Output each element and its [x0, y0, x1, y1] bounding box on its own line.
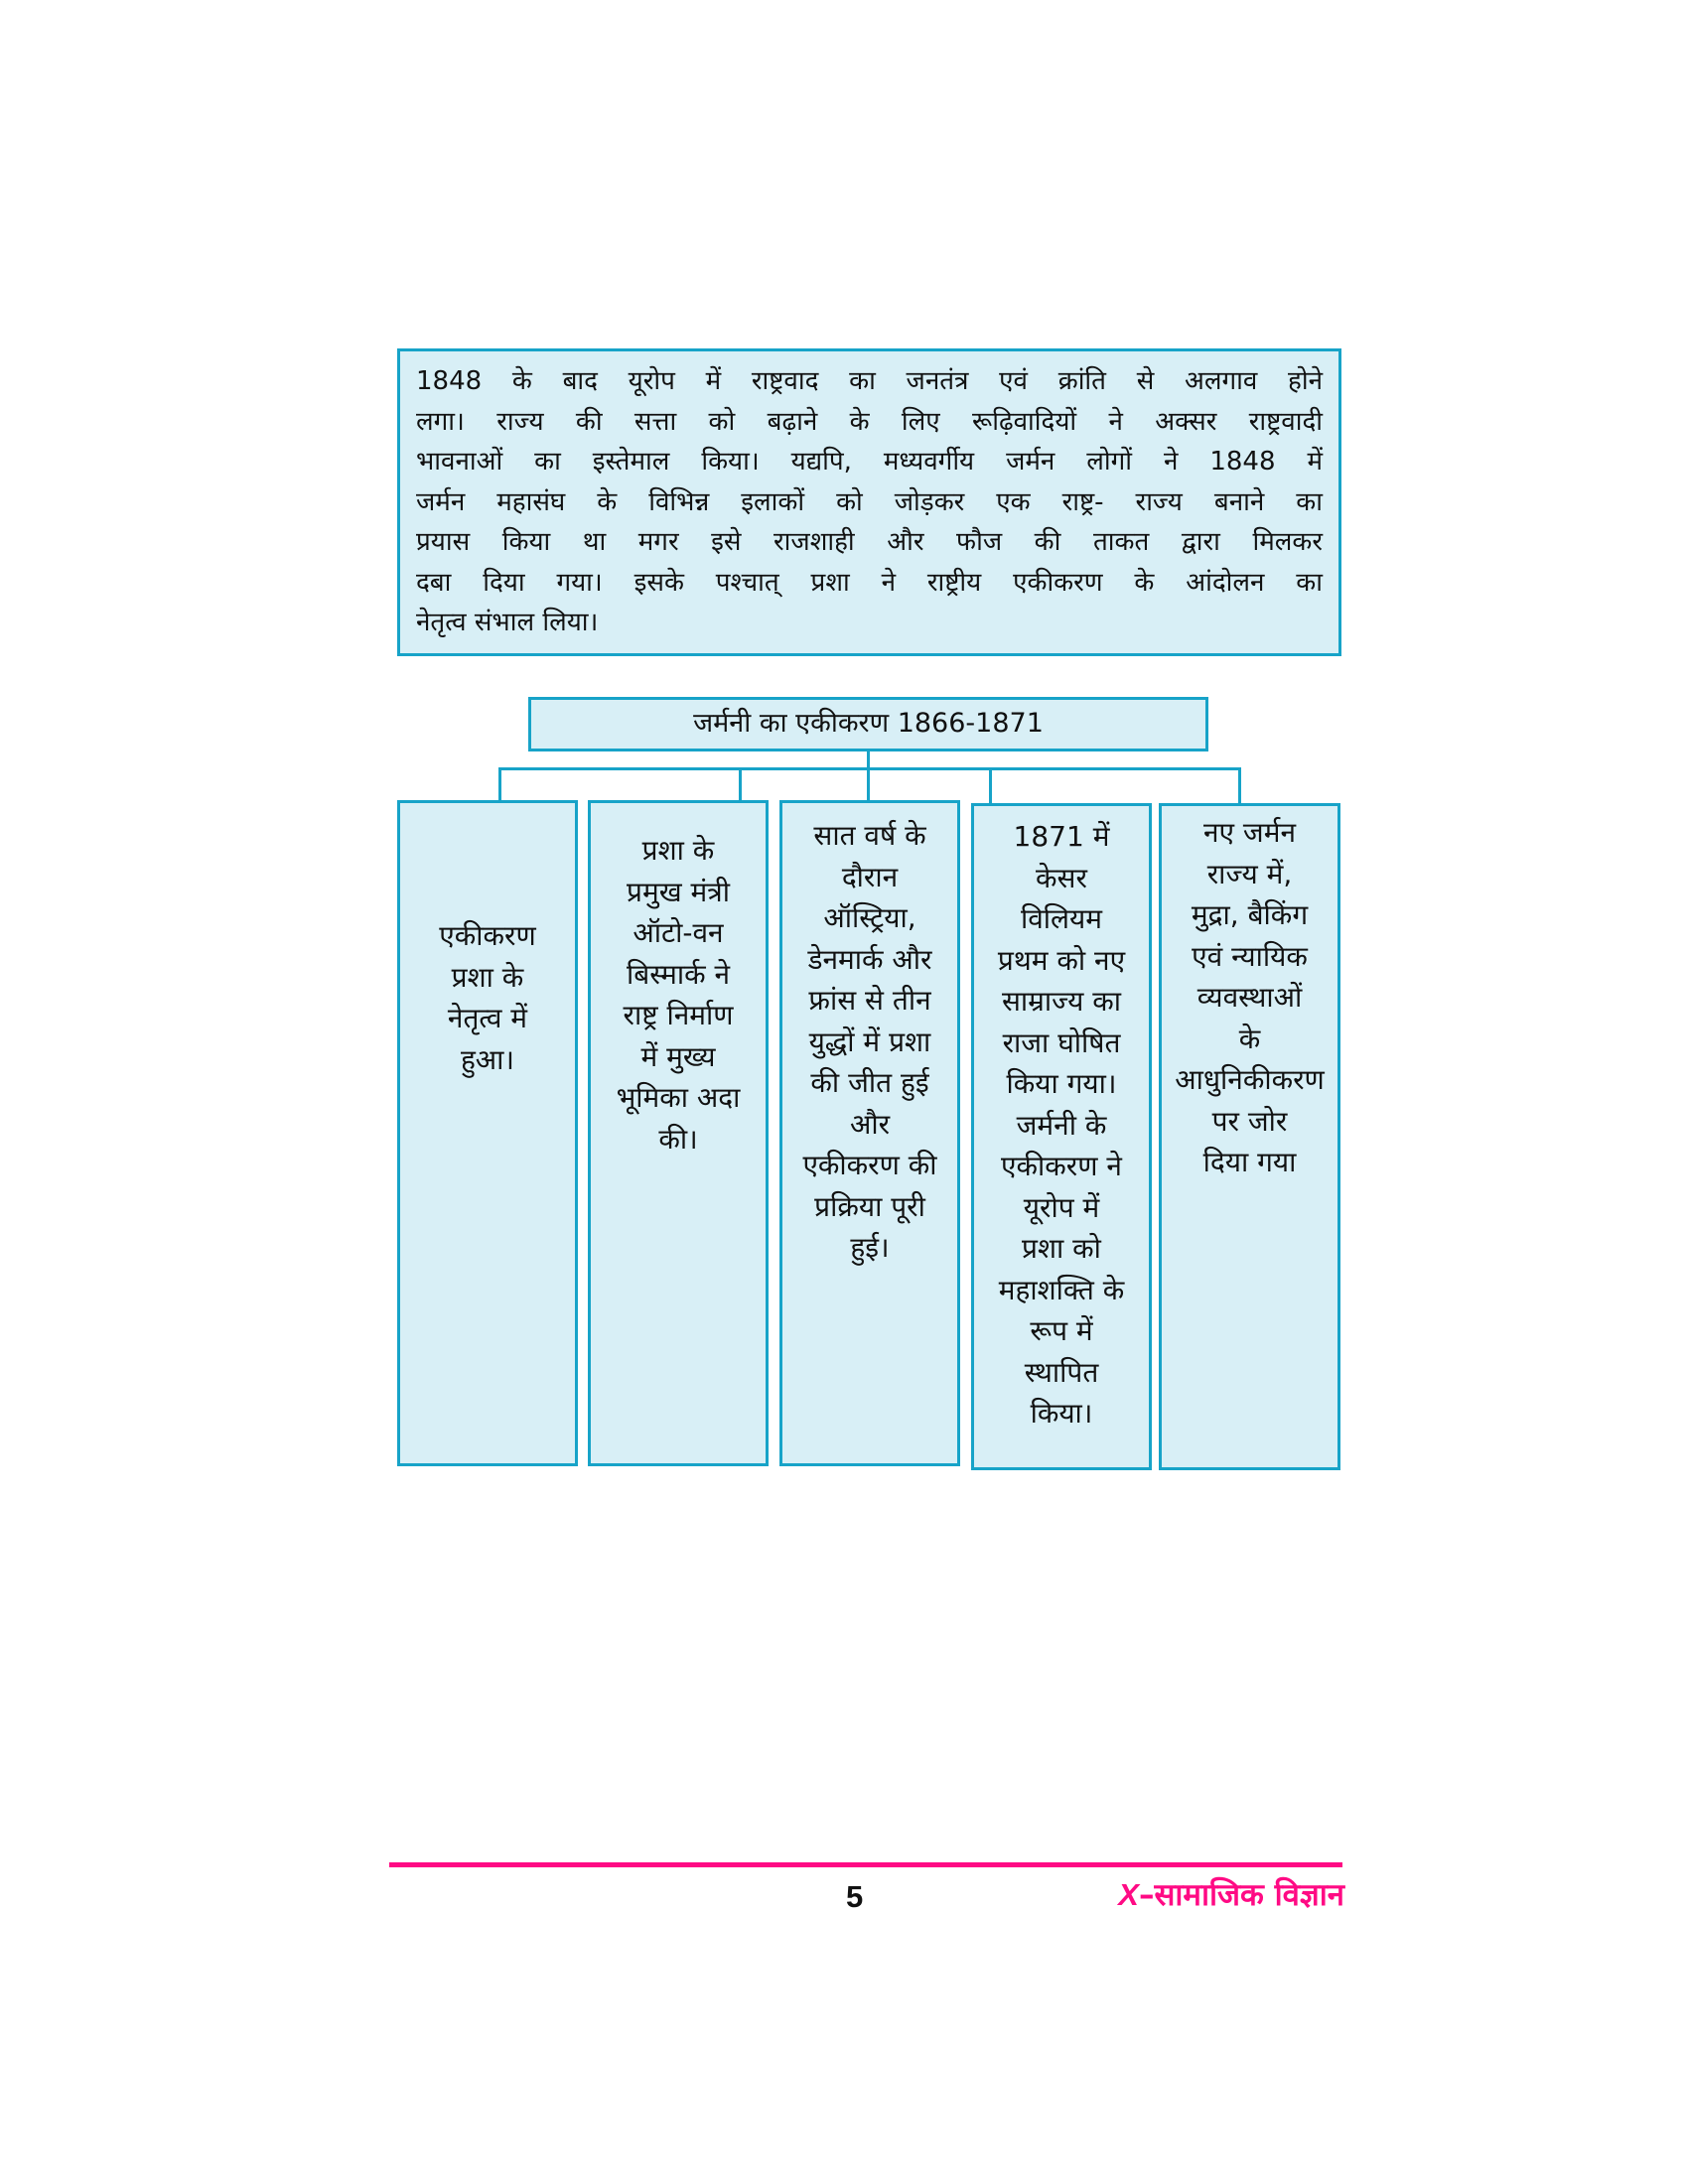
column-line: डेनमार्क और	[807, 942, 932, 976]
intro-line: दबा दिया गया। इसके पश्चात् प्रशा ने राष्ट्रीय एकीकरण के आंदोलन का	[416, 567, 1323, 598]
column-line: हुआ।	[460, 1042, 515, 1076]
column-line: मुद्रा, बैकिंग	[1191, 898, 1309, 931]
connector-branch-2	[739, 767, 742, 801]
connector-branch-1	[498, 767, 501, 801]
column-line: जर्मनी के	[1016, 1108, 1107, 1142]
intro-line: 1848 के बाद यूरोप में राष्ट्रवाद का जनतंत्र एवं क्रांति से अलगाव होने	[416, 366, 1323, 396]
connector-branch-3	[867, 767, 870, 801]
diagram-title: जर्मनी का एकीकरण 1866-1871	[693, 708, 1044, 739]
connector-branch-4	[989, 767, 992, 804]
subject-name: सामाजिक विज्ञान	[1154, 1877, 1344, 1913]
footer-dash: –	[1138, 1877, 1155, 1913]
column-line: यूरोप में	[1023, 1190, 1100, 1224]
diagram-column-3	[779, 800, 960, 1466]
column-line: महाशक्ति के	[998, 1273, 1125, 1306]
column-line: विलियम	[1020, 902, 1103, 935]
connector-branch-5	[1238, 767, 1241, 804]
column-line: स्थापित	[1024, 1355, 1099, 1389]
column-line: प्रशा के	[641, 834, 715, 867]
column-line: भूमिका अदा	[616, 1081, 741, 1114]
column-line: और	[849, 1107, 891, 1141]
column-line: राज्य में,	[1206, 857, 1293, 890]
column-line: नए जर्मन	[1203, 816, 1296, 849]
column-line: प्रमुख मंत्री	[627, 875, 730, 908]
connector-horizontal	[498, 767, 1241, 770]
intro-line: लगा। राज्य की सत्ता को बढ़ाने के लिए रूढ़िवादियों ने अक्सर राष्ट्रवादी	[416, 406, 1323, 437]
column-line: एकीकरण की	[802, 1149, 937, 1181]
footer-rule	[389, 1862, 1342, 1867]
page-number: 5	[846, 1879, 864, 1914]
column-line: में मुख्य	[640, 1039, 716, 1073]
column-line: राजा घोषित	[1002, 1025, 1121, 1059]
intro-line: भावनाओं का इस्तेमाल किया। यद्यपि, मध्यवर्गीय जर्मन लोगों ने 1848 में	[416, 447, 1323, 477]
column-line: प्रशा के	[451, 960, 524, 994]
column-line: एकीकरण	[439, 919, 536, 952]
column-line: प्रथम को नए	[997, 943, 1126, 977]
intro-line: जर्मन महासंघ के विभिन्न इलाकों को जोड़कर एक राष्ट्र- राज्य बनाने का	[416, 486, 1323, 517]
column-line: एकीकरण ने	[1001, 1150, 1122, 1182]
class-label: X	[1118, 1877, 1139, 1912]
column-line: दिया गया	[1202, 1146, 1297, 1178]
diagram-column-4	[971, 803, 1152, 1470]
column-line: की।	[658, 1122, 698, 1156]
intro-line: नेतृत्व संभाल लिया।	[416, 608, 599, 637]
intro-line: प्रयास किया था मगर इसे राजशाही और फौज की ताकत द्वारा मिलकर	[416, 527, 1323, 557]
column-line: सात वर्ष के	[813, 819, 926, 852]
column-line: बिस्मार्क ने	[626, 957, 731, 991]
intro-paragraph-box	[397, 348, 1341, 656]
column-line: ऑटो-वन	[633, 916, 724, 949]
column-line: के	[1238, 1022, 1261, 1055]
column-line: पर जोर	[1211, 1104, 1288, 1138]
footer-subject	[1015, 1873, 1344, 1917]
column-line: हुई।	[850, 1231, 890, 1264]
column-line: आधुनिकीकरण	[1175, 1063, 1325, 1096]
column-line: दौरान	[841, 860, 899, 893]
column-line: प्रक्रिया पूरी	[814, 1189, 925, 1223]
column-line: साम्राज्य का	[1001, 985, 1122, 1018]
diagram-column-2	[588, 800, 769, 1466]
column-line: की जीत हुई	[810, 1066, 929, 1099]
column-line: प्रशा को	[1022, 1232, 1101, 1265]
column-line: किया।	[1030, 1397, 1093, 1430]
diagram-column-1	[397, 800, 578, 1466]
column-line: फ्रांस से तीन	[808, 984, 931, 1017]
column-line: 1871 में	[1013, 820, 1110, 853]
column-line: ऑस्ट्रिया,	[823, 901, 916, 934]
column-line: रूप में	[1030, 1314, 1093, 1347]
column-line: व्यवस्थाओं	[1196, 981, 1303, 1014]
column-line: किया गया।	[1006, 1067, 1117, 1100]
column-line: नेतृत्व में	[447, 1002, 528, 1034]
diagram-title-box	[528, 697, 1208, 751]
column-line: एवं न्यायिक	[1192, 939, 1308, 973]
diagram-column-5	[1159, 803, 1340, 1470]
column-line: राष्ट्र निर्माण	[623, 999, 734, 1031]
column-line: केसर	[1036, 861, 1087, 894]
column-line: युद्धों में प्रशा	[808, 1024, 931, 1058]
